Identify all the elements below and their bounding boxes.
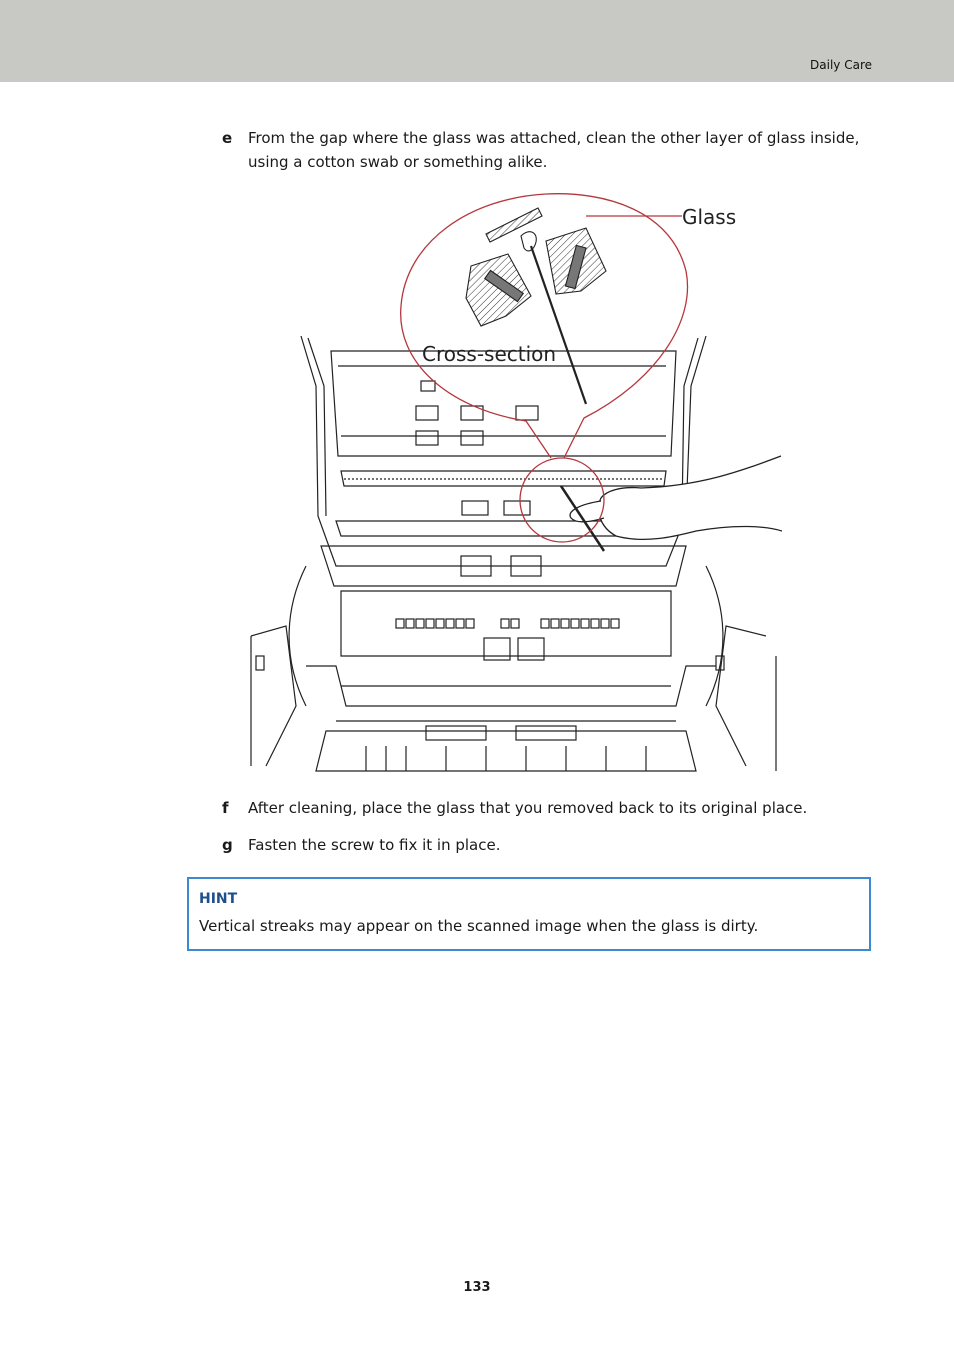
step-letter: g	[222, 836, 233, 854]
section-title: Daily Care	[810, 58, 872, 72]
scanner-cleaning-illustration	[246, 186, 782, 776]
step-text: After cleaning, place the glass that you removed back to its original place.	[248, 799, 808, 817]
step-letter: f	[222, 799, 229, 817]
step-f	[222, 796, 862, 820]
hint-box	[187, 877, 871, 951]
hint-title: HINT	[199, 891, 238, 907]
page-number: 133	[463, 1280, 491, 1295]
page-header	[0, 0, 954, 82]
step-e	[222, 126, 862, 174]
hint-body: Vertical streaks may appear on the scanned image when the glass is dirty.	[199, 917, 759, 935]
step-text: Fasten the screw to fix it in place.	[248, 836, 501, 854]
glass-label: Glass	[682, 205, 737, 229]
step-letter: e	[222, 129, 233, 147]
step-text: From the gap where the glass was attached, clean the other layer of glass inside, using a cotton swab or something alike.	[248, 129, 860, 171]
cross-section-label: Cross-section	[422, 342, 557, 366]
step-g	[222, 833, 862, 857]
